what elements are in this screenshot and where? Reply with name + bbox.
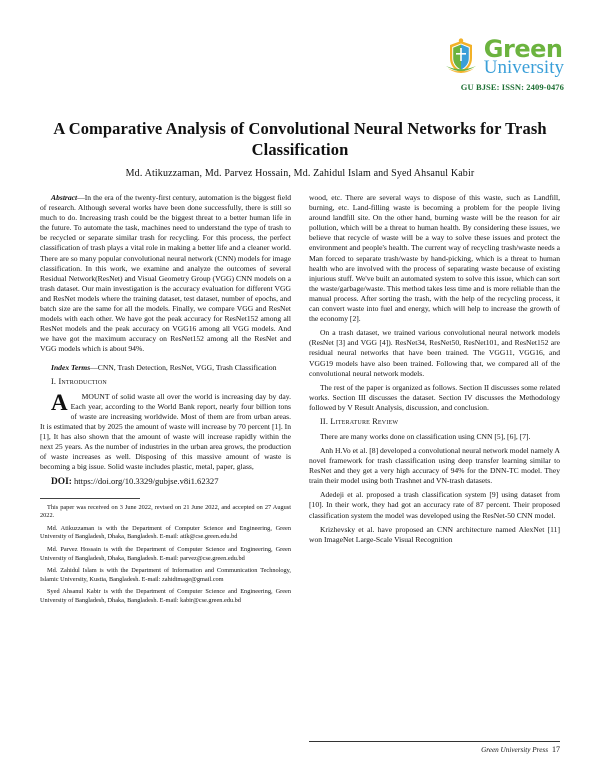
intro-continuation-paragraph: wood, etc. There are several ways to dispose of this waste, such as Landfill, burning, etc. Land-filling waste is becoming a problem for the people living around landfill site. On the other hand, burning waste will be the reason for air pollution, which will be a threat to human health. By considering these issues, we believe that recycle of waste will be a way to solve these issues and protect the environment and people's health. The current way of recycling trash/waste needs a Man forced to separate trash/waste by hand-picking, which is a threat to human health who are involved with the process of separating waste because of existing injurious stuff. We've built an automated system to solve this issue, which can sort the waste/garbage/waste. This method takes less time and is more reliable than the manual process. After sorting the trash, with the help of the recycling process, it can convert waste into fuel and energy, which will help to increase the growth of the economy [2]. xyxy=(309,193,560,324)
doi-label: DOI: xyxy=(51,477,72,488)
brand-text xyxy=(483,35,564,78)
intro-models-paragraph: On a trash dataset, we trained various convolutional neural network models (ResNet [3] and VGG [4]). ResNet34, ResNet50, ResNet101, and ResNet152 are residual neural networks that have been trained. The VGG11, VGG16, and VGG19 models have also been trained. Following that, we compared all of the convolutional neural network models. xyxy=(309,328,560,378)
footnote-divider xyxy=(40,498,140,499)
footnote-author-3: Md. Zahidul Islam is with the Department of Information and Communication Technology, Islamic University, Kustia, Bangladesh. E-mail: zahidimage@gmail.com xyxy=(40,567,291,583)
footer-content xyxy=(309,745,560,754)
abstract-dash: — xyxy=(77,193,85,202)
brand-secondary-label: University xyxy=(483,56,564,78)
abstract-body: In the era of the twenty-first century, automation is the biggest field of research. Although several works have been done successfully, there is still so much to do. Increasing trash could be the biggest threat to a better human life in the future. To automate the task, machines need to understand the type of trash to be recycled or separate similar trash for recycling. For this process, the perfect classification of trash plays a vital role in making a better life and a cleaner world. There are so many popular convolutional neural network (CNN) models for image classification. In this work, we examine and analyze the outcomes of several Residual Network(ResNet) and Visual Geometry Group (VGG) CNN models on a trash dataset. Our main investigation is the accuracy evaluation for different VGG and ResNet models where the training dataset, test dataset, number of epochs, and batch size are the same for all the models. Finally, we compare VGG and ResNet models with each other. We have got the peak accuracy for ResNet152 among all ResNet models and the peak accuracy on VGG16 among all VGG models. And we have got the maximum accuracy on ResNet152 among all the ResNet and VGG models which is about 94%. xyxy=(40,193,291,354)
section-numeral-literature-review: II. xyxy=(320,416,329,426)
page-title: A Comparative Analysis of Convolutional Neural Networks for Trash Classification xyxy=(53,119,547,160)
section-title-literature-review: Literature Review xyxy=(330,416,399,426)
abstract-label: Abstract xyxy=(51,193,78,202)
intro-first-paragraph-text: MOUNT of solid waste all over the world is increasing day by day. Each year, according to the World Bank report, nearly four billion tons of waste are increasing worldwide. Most of them are from urban areas. It is estimated that by 2025 the amount of waste will increase by 70 percent [1]. In [1], It has also shown that the amount of waste will increase rapidly within the next 25 years. As the number of industries in the urban area grows, the production of waste increases as well. Disposing of this massive amount of waste is becoming a big issue. Solid waste includes plastic, metal, paper, glass, xyxy=(40,391,291,472)
footnote-block xyxy=(40,504,291,606)
section-title-introduction: Introduction xyxy=(58,376,107,386)
footer-divider xyxy=(309,741,560,742)
doi-line xyxy=(40,476,291,489)
literature-paragraph-4: Krizhevsky et al. have proposed an CNN architecture named AlexNet [11] won ImageNet Large-Scale Visual Recognition xyxy=(309,524,560,544)
doi-value[interactable]: https://doi.org/10.3329/gubjse.v8i1.62327 xyxy=(74,476,219,487)
journal-issn: GU BJSE: ISSN: 2409-0476 xyxy=(460,81,564,92)
footnote-author-1: Md. Atikuzzaman is with the Department of Computer Science and Engineering, Green University of Bangladesh, Dhaka, Bangladesh. E-mail: atik@cse.green.edu.bd xyxy=(40,524,291,541)
section-numeral-introduction: I. xyxy=(51,376,57,386)
literature-paragraph-2: Anh H.Vo et al. [8] developed a convolutional neural network model namely A novel framework for trash classification using deep transfer learning similar to ResNet and they get a very high accuracy of 94% for the DNN-TC model. They train their model using both Trashnet and VN-trash datasets. xyxy=(309,445,560,486)
page-footer xyxy=(309,741,560,754)
footnote-author-4: Syed Ahsanul Kabir is with the Department of Computer Science and Engineering, Green University of Bangladesh, Dhaka, Bangladesh. E-mail: kabir@cse.green.edu.bd xyxy=(40,588,291,604)
abstract-paragraph xyxy=(40,193,291,355)
journal-masthead xyxy=(444,35,564,92)
footer-page-number: 17 xyxy=(552,745,560,754)
literature-paragraph-3: Adedeji et al. proposed a trash classification system [9] using dataset from [10]. In their work, they had got an accuracy rate of 87 percent. Their proposed classification system the model was developed using the ResNet-50 CNN model. xyxy=(309,490,560,520)
section-heading-introduction xyxy=(40,377,291,388)
index-terms-body: CNN, Trash Detection, ResNet, VGG, Trash Classification xyxy=(97,362,277,372)
section-heading-literature-review xyxy=(309,417,560,428)
author-list: Md. Atikuzzaman, Md. Parvez Hossain, Md. Zahidul Islam and Syed Ahsanul Kabir xyxy=(125,168,475,179)
footnote-received: This paper was received on 3 June 2022, revised on 21 June 2022, and accepted on 27 August 2022. xyxy=(40,503,291,520)
footnote-author-2: Md. Parvez Hossain is with the Department of Computer Science and Engineering, Green University of Bangladesh, Dhaka, Bangladesh. E-mail: parvez@cse.green.edu.bd xyxy=(40,546,291,562)
footer-publisher: Green University Press xyxy=(481,746,548,754)
body-columns xyxy=(40,193,560,738)
brand-primary-label: Green xyxy=(483,35,563,63)
index-terms-paragraph xyxy=(40,363,291,373)
index-terms-label: Index Terms xyxy=(51,362,91,372)
right-column xyxy=(309,193,560,738)
intro-first-paragraph xyxy=(40,389,291,473)
university-crest-icon xyxy=(444,38,478,76)
left-column xyxy=(40,193,291,738)
brand-lockup xyxy=(444,35,564,78)
literature-paragraph-1: There are many works done on classification using CNN [5], [6], [7]. xyxy=(320,431,531,441)
intro-organization-paragraph: The rest of the paper is organized as follows. Section II discusses some related works. Section III discusses the dataset. Section IV discusses the Methodology followed by V Result Analysis, discussion, and conclusion. xyxy=(309,382,560,412)
drop-cap: A xyxy=(51,389,68,415)
index-terms-dash: — xyxy=(90,362,98,372)
